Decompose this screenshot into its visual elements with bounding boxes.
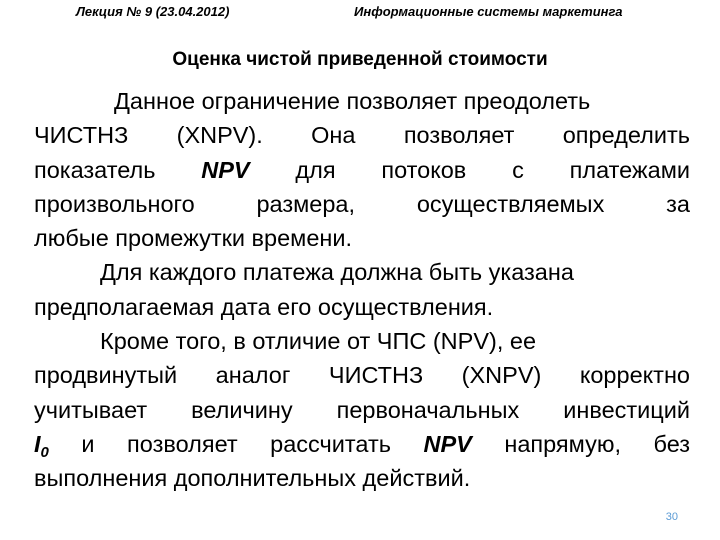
page-number: 30 [665, 511, 678, 523]
npv-term-2: NPV [423, 430, 472, 457]
p3-line-3: учитывает величину первоначальных инвестиций [34, 396, 690, 423]
p1-line-3 [34, 153, 690, 187]
npv-term: NPV [201, 156, 250, 183]
p1-line-5: любые промежутки времени. [34, 225, 353, 252]
lecture-header: Лекция № 9 (23.04.2012) [76, 4, 230, 19]
i-letter: I [34, 430, 41, 457]
p3-line-2: продвинутый аналог ЧИСТНЗ (XNPV) корректно [34, 362, 690, 389]
i-subscript: 0 [40, 443, 49, 461]
slide-title: Оценка чистой приведенной стоимости [172, 49, 548, 70]
p1-line-2: ЧИСТНЗ (XNPV). Она позволяет определить [34, 122, 690, 149]
p1-line-4: произвольного размера, осуществляемых за [34, 190, 690, 217]
p3-line-4 [34, 427, 690, 461]
i0-term [34, 430, 49, 461]
p1-line-1: Данное ограничение позволяет преодолеть [114, 88, 591, 114]
p2-line-2: предполагаемая дата его осуществления. [34, 293, 494, 320]
p3-line-5: выполнения дополнительных действий. [34, 465, 471, 492]
course-header: Информационные системы маркетинга [354, 4, 623, 19]
slide-body [34, 84, 690, 496]
p1-line-3-text-a: показатель [34, 156, 156, 183]
p3-line-4-text-a: и позволяет рассчитать [81, 430, 391, 457]
p2-line-1: Для каждого платежа должна быть указана [100, 259, 574, 286]
p3-line-1: Кроме того, в отличие от ЧПС (NPV), ее [100, 328, 537, 355]
p3-line-4-text-b: напрямую, без [504, 430, 691, 457]
p1-line-3-text-b: для потоков с платежами [295, 156, 690, 183]
